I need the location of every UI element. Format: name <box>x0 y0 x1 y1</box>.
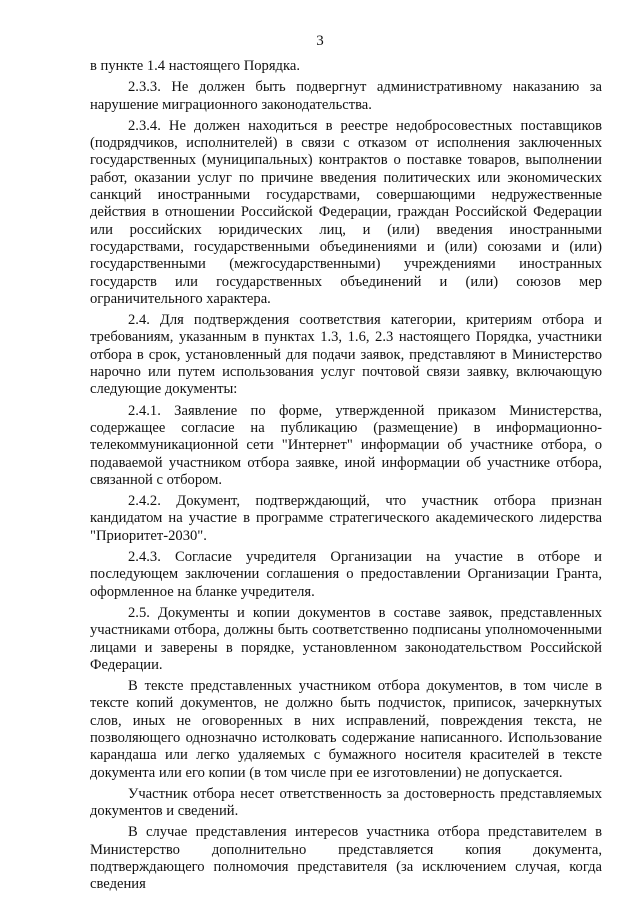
paragraph-document-requirements: В тексте представленных участником отбора документов, в том числе в тексте копий документов, не должно быть подчисток, приписок, зачеркнутых слов, иных не оговоренных в них исправлений, повреждения текста, не позволяющего однозначно истолковать содержание написанного. Использование карандаша или легко удаляемых с бумажного носителя красителей в тексте документа или его копии (в том числе при ее изготовлении) не допускается. <box>90 678 602 781</box>
page-number: 3 <box>316 33 324 49</box>
paragraph-2-4-1: 2.4.1. Заявление по форме, утвержденной приказом Министерства, содержащее согласие на публикацию (размещение) в информационно-телекоммуникационной сети "Интернет" информации об участнике отбора, о подаваемой участником отбора заявке, иной информации об участнике отбора, связанной с отбором. <box>90 402 602 488</box>
paragraph-2-4: 2.4. Для подтверждения соответствия категории, критериям отбора и требованиям, указанным в пунктах 1.3, 1.6, 2.3 настоящего Порядка, участники отбора в срок, установленный для подачи заявок, представляют в Министерство нарочно или путем использования услуг почтовой связи заявку, включающую следующие документы: <box>90 312 602 398</box>
paragraph-2-3-4: 2.3.4. Не должен находиться в реестре недобросовестных поставщиков (подрядчиков, исполнителей) в связи с отказом от исполнения заключенных государственных (муниципальных) контрактов о поставке товаров, выполнении работ, оказании услуг по причине введения политических или экономических санкций иностранными государствами, совершающими недружественные действия в отношении Российской Федерации, граждан Российской Федерации или российских юридических лиц, и (или) введения иностранными государствами, государственными объединениями и (или) союзами и (или) государственными (межгосударственными) учреждениями иностранных государств или государственных объединений и (или) союзов мер ограничительного характера. <box>90 117 602 307</box>
paragraph-responsibility: Участник отбора несет ответственность за достоверность представляемых документов и сведений. <box>90 785 602 820</box>
paragraph-2-4-3: 2.4.3. Согласие учредителя Организации на участие в отборе и последующем заключении соглашения о предоставлении Организации Гранта, оформленное на бланке учредителя. <box>90 549 602 600</box>
paragraph-continuation: в пункте 1.4 настоящего Порядка. <box>90 58 300 74</box>
paragraph-2-3-3: 2.3.3. Не должен быть подвергнут административному наказанию за нарушение миграционного законодательства. <box>90 79 602 113</box>
paragraph-2-5: 2.5. Документы и копии документов в составе заявок, представленных участниками отбора, должны быть соответственно подписаны уполномоченными лицами и заверены в порядке, установленном законодательством Российской Федерации. <box>90 604 602 673</box>
paragraph-2-4-2: 2.4.2. Документ, подтверждающий, что участник отбора признан кандидатом на участие в программе стратегического академического лидерства "Приоритет-2030". <box>90 493 602 544</box>
paragraph-representative: В случае представления интересов участника отбора представителем в Министерство дополнительно представляется копия документа, подтверждающего полномочия представителя (за исключением случая, когда сведения <box>90 824 602 893</box>
document-body <box>90 58 602 898</box>
